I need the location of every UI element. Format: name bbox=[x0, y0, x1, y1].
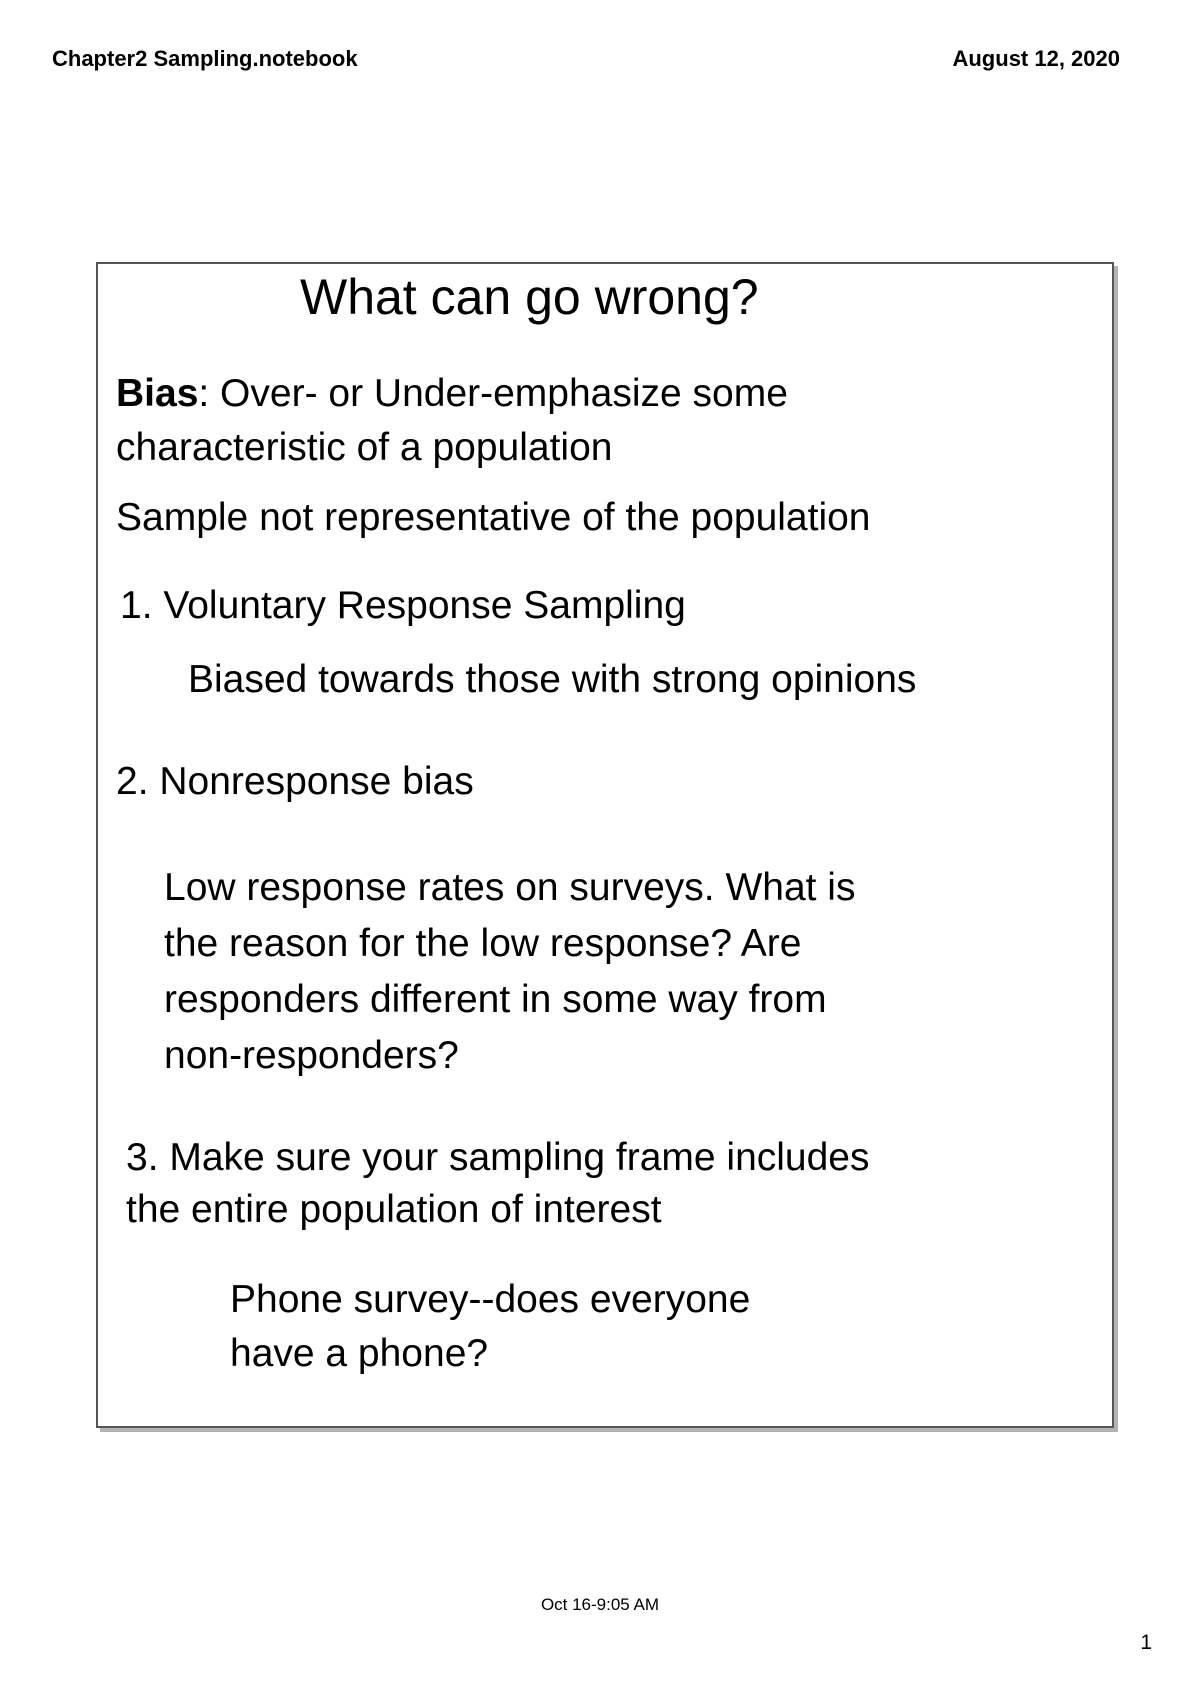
notebook-title: Chapter2 Sampling.notebook bbox=[52, 46, 358, 71]
bias-definition-line-2: characteristic of a population bbox=[116, 426, 613, 469]
item-2-detail-line: the reason for the low response? Are bbox=[164, 922, 802, 965]
bias-definition-text: : Over- or Under-emphasize some bbox=[198, 372, 788, 415]
slide-frame bbox=[96, 262, 1114, 1428]
item-3-detail-line: have a phone? bbox=[230, 1332, 489, 1375]
page-number: 1 bbox=[1140, 1631, 1152, 1654]
slide-title: What can go wrong? bbox=[300, 269, 759, 325]
item-3-heading-line: the entire population of interest bbox=[126, 1188, 662, 1231]
item-2-detail-line: non-responders? bbox=[164, 1034, 459, 1077]
item-3-heading-line: 3. Make sure your sampling frame includes bbox=[126, 1136, 870, 1179]
item-3-detail-line: Phone survey--does everyone bbox=[230, 1278, 751, 1321]
item-2-detail-line: Low response rates on surveys. What is bbox=[164, 866, 856, 909]
item-1-heading: 1. Voluntary Response Sampling bbox=[120, 584, 686, 627]
bias-definition-line-1 bbox=[116, 374, 788, 413]
sample-statement: Sample not representative of the population bbox=[116, 496, 871, 539]
item-2-detail-line: responders different in some way from bbox=[164, 978, 827, 1021]
slide-timestamp: Oct 16-9:05 AM bbox=[540, 1595, 660, 1614]
item-1-detail: Biased towards those with strong opinions bbox=[188, 658, 917, 701]
item-2-heading: 2. Nonresponse bias bbox=[116, 760, 474, 803]
header-date: August 12, 2020 bbox=[952, 46, 1120, 71]
bias-term: Bias bbox=[116, 372, 199, 415]
